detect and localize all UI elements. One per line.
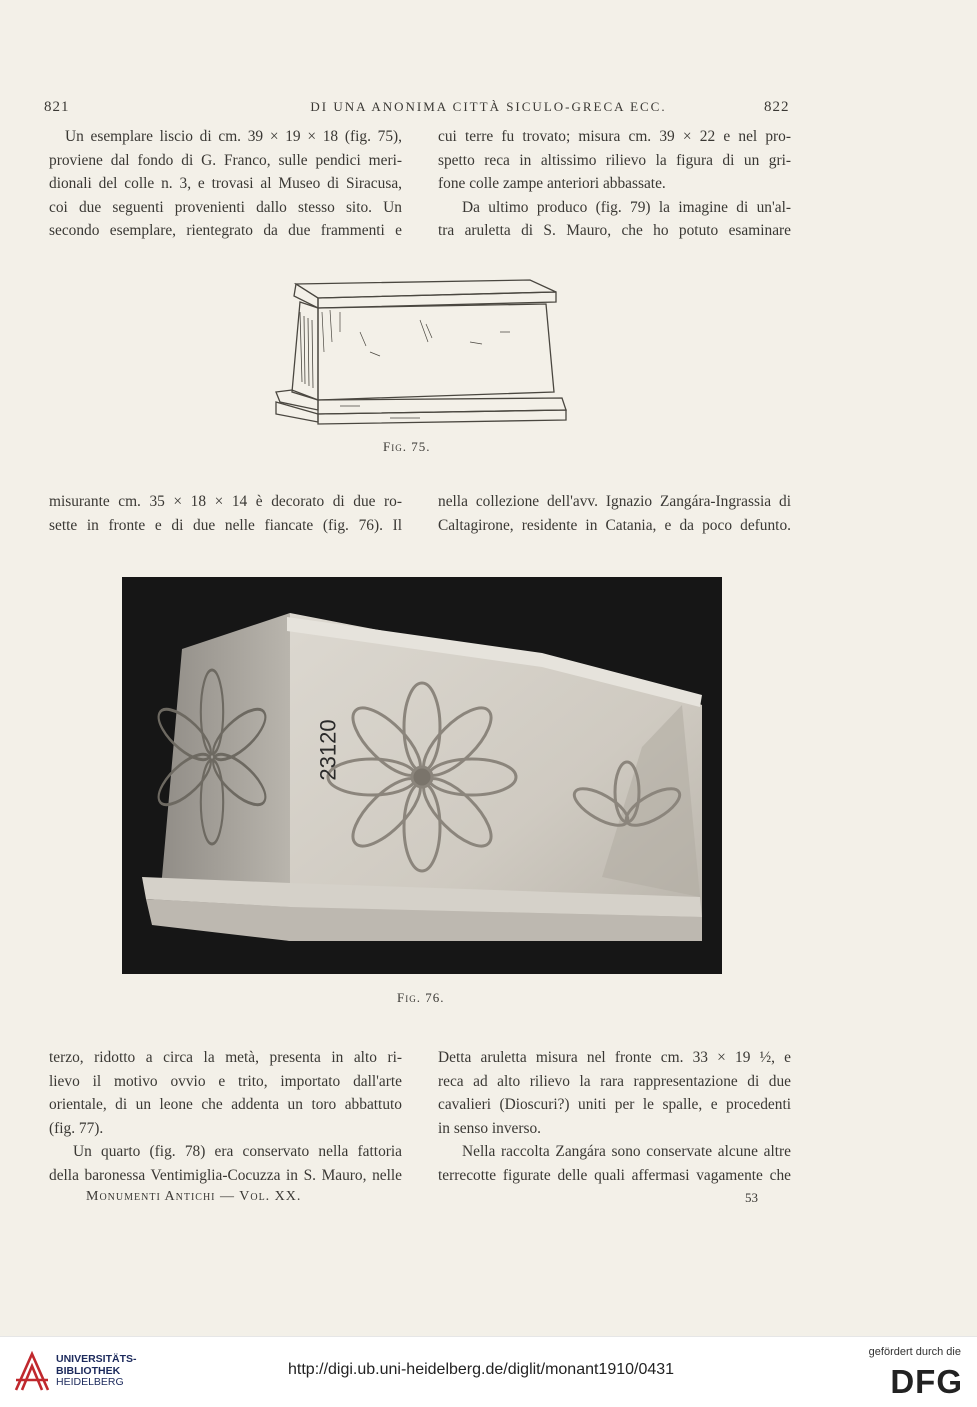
text-line: terzo, ridotto a circa la metà, presenta in alto ri- <box>49 1049 402 1066</box>
figure-76-caption: Fig. 76. <box>397 990 445 1005</box>
text-line: fone colle zampe anteriori abbassate. <box>438 175 666 193</box>
left-page-number: 821 <box>44 99 70 115</box>
dfg-logo: DFG <box>890 1363 963 1400</box>
text-line: Nella raccolta Zangára sono conservate alcune altre <box>462 1143 791 1161</box>
text-line: misurante cm. 35 × 18 × 14 è decorato di due ro- <box>49 493 402 510</box>
inventory-number-label: 23120 <box>315 719 341 781</box>
text-line: tra aruletta di S. Mauro, che ho potuto esaminare <box>438 222 791 240</box>
col1-mid-paragraph <box>49 490 402 537</box>
right-page-number: 822 <box>764 99 790 115</box>
text-line: lievo il motivo ovvio e trito, importato dall'arte <box>49 1072 402 1090</box>
text-line: terrecotte figurate delle quali affermasi vagamente che <box>438 1166 791 1184</box>
university-library-name <box>56 1354 137 1389</box>
text-line: Un quarto (fig. 78) era conservato nella fattoria <box>73 1143 402 1161</box>
text-line: coi due seguenti provenienti dallo stesso sito. Un <box>49 198 402 216</box>
col2-mid-paragraph <box>438 490 791 537</box>
text-line: orientale, di un leone che addenta un toro abbattuto <box>49 1096 402 1114</box>
text-line: Caltagirone, residente in Catania, e da poco defunto. <box>438 516 791 534</box>
col1-bottom-paragraph <box>49 1046 402 1188</box>
text-line: cavalieri (Dioscuri?) uniti per le spalle, e procedenti <box>438 1096 791 1114</box>
text-line: Da ultimo produco (fig. 79) la imagine di un'al- <box>462 198 791 216</box>
funding-note: gefördert durch die <box>868 1346 961 1358</box>
text-line: reca ad alto rilievo la rara rappresentazione di due <box>438 1072 791 1090</box>
permalink-url[interactable]: http://digi.ub.uni-heidelberg.de/diglit/monant1910/0431 <box>288 1361 675 1378</box>
signature-mark: 53 <box>745 1190 758 1205</box>
altar-photo-rendering <box>122 577 722 974</box>
col1-top-paragraph <box>49 125 402 243</box>
figure-75-altar-drawing <box>270 272 570 442</box>
text-line: cui terre fu trovato; misura cm. 39 × 22 e nel pro- <box>438 128 791 145</box>
university-library-logo-icon <box>12 1350 52 1394</box>
text-line: Un esemplare liscio di cm. 39 × 19 × 18 (fig. 75), <box>65 128 402 145</box>
text-line: proviene dal fondo di G. Franco, sulle pendici meri- <box>49 151 402 169</box>
text-line: (fig. 77). <box>49 1119 104 1137</box>
text-line: in senso inverso. <box>438 1119 542 1137</box>
text-line: Detta aruletta misura nel fronte cm. 33 × 19 ½, e <box>438 1049 791 1066</box>
viewer-footer-bar <box>0 1336 977 1407</box>
text-line: sette in fronte e di due nelle fiancate (fig. 76). Il <box>49 516 402 534</box>
col2-top-paragraph <box>438 125 791 243</box>
text-line: spetto reca in altissimo rilievo la figura di un gri- <box>438 151 791 169</box>
figure-75-caption: Fig. 75. <box>383 439 431 454</box>
text-line: secondo esemplare, rientegrato da due frammenti e <box>49 222 402 240</box>
text-line: dionali del colle n. 3, e trovasi al Museo di Siracusa, <box>49 175 402 193</box>
col2-bottom-paragraph <box>438 1046 791 1188</box>
running-title: DI UNA ANONIMA CITTÀ SICULO-GRECA ECC. <box>310 99 667 114</box>
library-line: UNIVERSITÄTS- <box>56 1353 137 1365</box>
library-line: HEIDELBERG <box>56 1376 124 1388</box>
journal-footer: Monumenti Antichi — Vol. XX. <box>86 1189 302 1204</box>
library-line: BIBLIOTHEK <box>56 1364 121 1377</box>
figure-76-altar-photograph <box>122 577 722 974</box>
text-line: della baronessa Ventimiglia-Cocuzza in S. Mauro, nelle <box>49 1166 402 1184</box>
text-line: nella collezione dell'avv. Ignazio Zangára-Ingrassia di <box>438 493 791 510</box>
